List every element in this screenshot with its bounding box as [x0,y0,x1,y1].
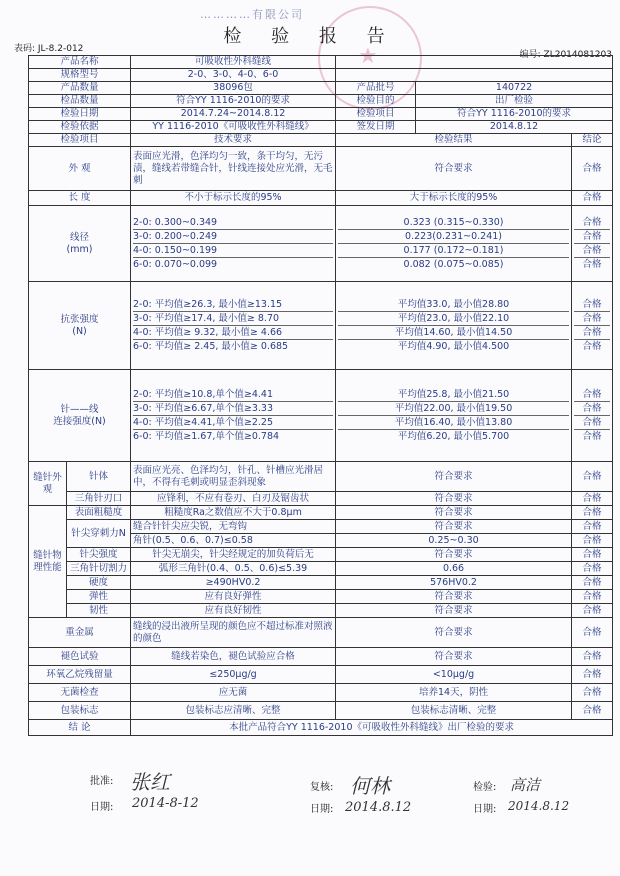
result-text: 0.66 [336,562,572,576]
requirement-text: 缝线若染色，褪色试验应合格 [131,648,336,666]
cell-label: 检验依据 [29,121,131,134]
needle-appearance-row [29,492,613,506]
info-row [29,95,613,108]
needle-physical-row [29,520,613,534]
inspect-label: 检验: [473,782,497,793]
result-line: 平均值23.0, 最小值22.10 [338,312,569,326]
result-line: 0.177 (0.172~0.181) [338,244,569,258]
cell-value: 符合YY 1116-2010的要求 [416,108,613,121]
sub-item-label: 三角针切割力 [67,562,131,576]
review-date: 2014.8.12 [345,800,412,815]
requirement-text: ≤250μg/g [131,666,336,684]
review-date-label: 日期: [310,804,334,815]
requirement-text: 不小于标示长度的95% [131,191,336,206]
conclusion-text: 合格 [572,492,613,506]
column-header-conclusion: 结论 [572,134,613,147]
conclusion-line: 合格 [574,312,610,326]
requirement-line: 3-0: 0.200~0.249 [133,230,333,244]
report-title: 检 验 报 告 [223,26,397,47]
verdict-row [29,720,613,736]
conclusion-text: 合格 [572,666,613,684]
cell-value: 可吸收性外科缝线 [131,56,336,69]
needle-physical-row [29,562,613,576]
report-number: 编号: ZL2014081203 [519,50,612,60]
item-label: 褪色试验 [29,648,131,666]
info-row [29,121,613,134]
group-label: 缝针外观 [29,462,67,506]
inspection-table [28,55,613,736]
seal-star-icon: ★ [358,44,378,69]
column-header-item: 检验项目 [29,134,131,147]
requirement-line: 2-0: 平均值≥26.3, 最小值≥13.15 [133,298,333,312]
cell-value: 符合YY 1116-2010的要求 [131,95,336,108]
item-label: 外 观 [29,147,131,191]
result-line: 0.223(0.231~0.241) [338,230,569,244]
result-text: 符合要求 [336,618,572,648]
info-row [29,69,613,82]
result-text: 符合要求 [336,648,572,666]
conclusion-text: 合格 [572,684,613,702]
conclusion-line: 合格 [574,326,610,340]
requirement-text: 包装标志应清晰、完整 [131,702,336,720]
requirement-line: 6-0: 平均值≥1.67,单个值≥0.784 [133,431,280,442]
cell-label: 检验项目 [336,108,416,121]
result-text: 大于标示长度的95% [336,191,572,206]
requirement-line: 2-0: 平均值≥10.8,单个值≥4.41 [133,388,333,402]
sub-item-label: 三角针刃口 [67,492,131,506]
review-signature: 何林 [350,774,390,798]
cell-label: 产品数量 [29,82,131,95]
info-row [29,82,613,95]
cell-label: 产品名称 [29,56,131,69]
result-line: 平均值22.00, 最小值19.50 [338,402,569,416]
cell-value: 38096包 [131,82,336,95]
result-list [336,370,572,462]
result-list [336,206,572,282]
column-header-requirement: 技术要求 [131,134,336,147]
result-text: 576HV0.2 [336,576,572,590]
requirement-text: 表面应光亮、色泽均匀，针孔、针槽应光滑居中，不得有毛刺或明显歪斜现象 [131,462,336,492]
result-line: 0.323 (0.315~0.330) [338,216,569,230]
item-label: 抗张强度 (N) [29,282,131,370]
requirement-line: 6-0: 平均值≥ 2.45, 最小值≥ 0.685 [133,341,289,352]
item-label: 结 论 [29,720,131,736]
requirement-text: 应有良好弹性 [131,590,336,604]
requirement-text: 弧形三角针(0.4、0.5、0.6)≤5.39 [131,562,336,576]
sub-item-label: 表面粗糙度 [67,506,131,520]
requirement-text: 表面应光滑，色泽均匀一致，条干均匀，无污渍，缝线若带缝合针，针线连接处应光滑，无毛刺 [131,147,336,191]
needle-physical-row [29,604,613,618]
conclusion-line: 合格 [582,431,602,442]
needle-physical-row [29,590,613,604]
requirement-text: 角针(0.5、0.6、0.7)≤0.58 [131,534,336,548]
cell-label: 产品批号 [336,82,416,95]
approve-date-label: 日期: [90,802,114,813]
requirement-line: 3-0: 平均值≥6.67,单个值≥3.33 [133,402,333,416]
result-line: 平均值4.90, 最小值4.500 [397,341,510,352]
result-text: 0.25~0.30 [336,534,572,548]
conclusion-text: 合格 [572,147,613,191]
attachment-row [29,370,613,462]
requirement-line: 4-0: 平均值≥ 9.32, 最小值≥ 4.66 [133,326,333,340]
conclusion-list [572,206,613,282]
conclusion-line: 合格 [574,244,610,258]
conclusion-text: 合格 [572,590,613,604]
heavy-metal-row [29,618,613,648]
conclusion-text: 合格 [572,534,613,548]
info-row [29,108,613,121]
conclusion-text: 合格 [572,618,613,648]
inspect-date-label: 日期: [473,804,497,815]
conclusion-text: 合格 [572,562,613,576]
conclusion-list [572,282,613,370]
cell-label: 签发日期 [336,121,416,134]
result-text: <10μg/g [336,666,572,684]
item-label: 重金属 [29,618,131,648]
sub-item-label: 针尖强度 [67,548,131,562]
requirement-list [131,282,336,370]
item-label: 针——线 连接强度(N) [29,370,131,462]
result-text: 符合要求 [336,520,572,534]
sub-item-label: 弹性 [67,590,131,604]
column-header-result: 检验结果 [336,134,572,147]
requirement-text: ≥490HV0.2 [131,576,336,590]
package-row [29,702,613,720]
cell-value: 出厂检验 [416,95,613,108]
item-label: 环氧乙烷残留量 [29,666,131,684]
conclusion-text: 合格 [572,462,613,492]
requirement-text: 缝线的浸出液所呈现的颜色应不超过标准对照液的颜色 [131,618,336,648]
conclusion-line: 合格 [574,388,610,402]
conclusion-line: 合格 [574,402,610,416]
cell-value: 2014.8.12 [416,121,613,134]
result-text: 符合要求 [336,604,572,618]
info-row [29,56,613,69]
requirement-text: 应锋利，不应有卷刃、白刃及锯齿状 [131,492,336,506]
needle-appearance-row [29,462,613,492]
conclusion-line: 合格 [574,416,610,430]
requirement-text: 应有良好韧性 [131,604,336,618]
column-header-row [29,134,613,147]
result-text: 符合要求 [336,462,572,492]
sterility-row [29,684,613,702]
sub-item-label: 针尖穿刺力N [67,520,131,548]
result-text: 包装标志清晰、完整 [336,702,572,720]
approve-date: 2014-8-12 [132,796,199,811]
requirement-line: 4-0: 0.150~0.199 [133,244,333,258]
result-text: 符合要求 [336,147,572,191]
cell-value: 2014.7.24~2014.8.12 [131,108,336,121]
requirement-line: 6-0: 0.070~0.099 [133,259,218,270]
result-line: 平均值33.0, 最小值28.80 [338,298,569,312]
appearance-row [29,147,613,191]
item-label: 包装标志 [29,702,131,720]
cell-label: 规格型号 [29,69,131,82]
sub-item-label: 针体 [67,462,131,492]
conclusion-text: 合格 [572,702,613,720]
cell-label: 检验目的 [336,95,416,108]
length-row [29,191,613,206]
requirement-text: 应无菌 [131,684,336,702]
conclusion-text: 合格 [572,604,613,618]
conclusion-text: 合格 [572,648,613,666]
item-label: 长 度 [29,191,131,206]
cell-value: YY 1116-2010《可吸收性外科缝线》 [131,121,336,134]
conclusion-list [572,370,613,462]
cell-label: 检验日期 [29,108,131,121]
conclusion-line: 合格 [574,230,610,244]
item-label: 无菌检查 [29,684,131,702]
conclusion-line: 合格 [582,259,602,270]
cell-value: 140722 [416,82,613,95]
inspect-signature: 高洁 [510,776,541,794]
eo-residue-row [29,666,613,684]
result-text: 符合要求 [336,506,572,520]
result-text: 符合要求 [336,492,572,506]
result-line: 平均值25.8, 最小值21.50 [338,388,569,402]
requirement-list [131,206,336,282]
tensile-row [29,282,613,370]
conclusion-text: 合格 [572,548,613,562]
result-text: 符合要求 [336,590,572,604]
requirement-text: 缝合针针尖应尖锐，无弯钩 [131,520,336,534]
conclusion-text: 合格 [572,520,613,534]
cell-label: 检品数量 [29,95,131,108]
sub-item-label: 硬度 [67,576,131,590]
company-name: …………有限公司 [200,8,304,21]
result-text: 符合要求 [336,548,572,562]
approve-label: 批准: [90,776,114,787]
diameter-row [29,206,613,282]
requirement-line: 3-0: 平均值≥17.4, 最小值≥ 8.70 [133,312,333,326]
result-line: 平均值16.40, 最小值13.80 [338,416,569,430]
form-number: 表码: JL-8.2-012 [14,44,84,54]
inspect-date: 2014.8.12 [508,799,570,813]
requirement-text: 针尖无崩尖，针尖经规定的加负荷后无 [131,548,336,562]
requirement-list [131,370,336,462]
result-list [336,282,572,370]
dye-row [29,648,613,666]
conclusion-text: 合格 [572,576,613,590]
cell-value: 2-0、3-0、4-0、6-0 [131,69,336,82]
conclusion-text: 合格 [572,191,613,206]
verdict-text: 本批产品符合YY 1116-2010《可吸收性外科缝线》出厂检验的要求 [131,720,613,736]
needle-physical-row [29,548,613,562]
item-label: 线径 (mm) [29,206,131,282]
requirement-line: 2-0: 0.300~0.349 [133,216,333,230]
sub-item-label: 韧性 [67,604,131,618]
requirement-line: 4-0: 平均值≥4.41,单个值≥2.25 [133,416,333,430]
result-text: 培养14天，阴性 [336,684,572,702]
result-line: 平均值6.20, 最小值5.700 [397,431,510,442]
result-line: 0.082 (0.075~0.085) [403,259,504,270]
review-label: 复核: [310,782,334,793]
needle-physical-row [29,576,613,590]
conclusion-text: 合格 [572,506,613,520]
conclusion-line: 合格 [574,216,610,230]
approve-signature: 张红 [130,770,170,794]
needle-physical-row [29,506,613,520]
group-label: 缝针物理性能 [29,506,67,618]
result-line: 平均值14.60, 最小值14.50 [338,326,569,340]
requirement-text: 粗糙度Ra之数值应不大于0.8μm [131,506,336,520]
conclusion-line: 合格 [582,341,602,352]
conclusion-line: 合格 [574,298,610,312]
